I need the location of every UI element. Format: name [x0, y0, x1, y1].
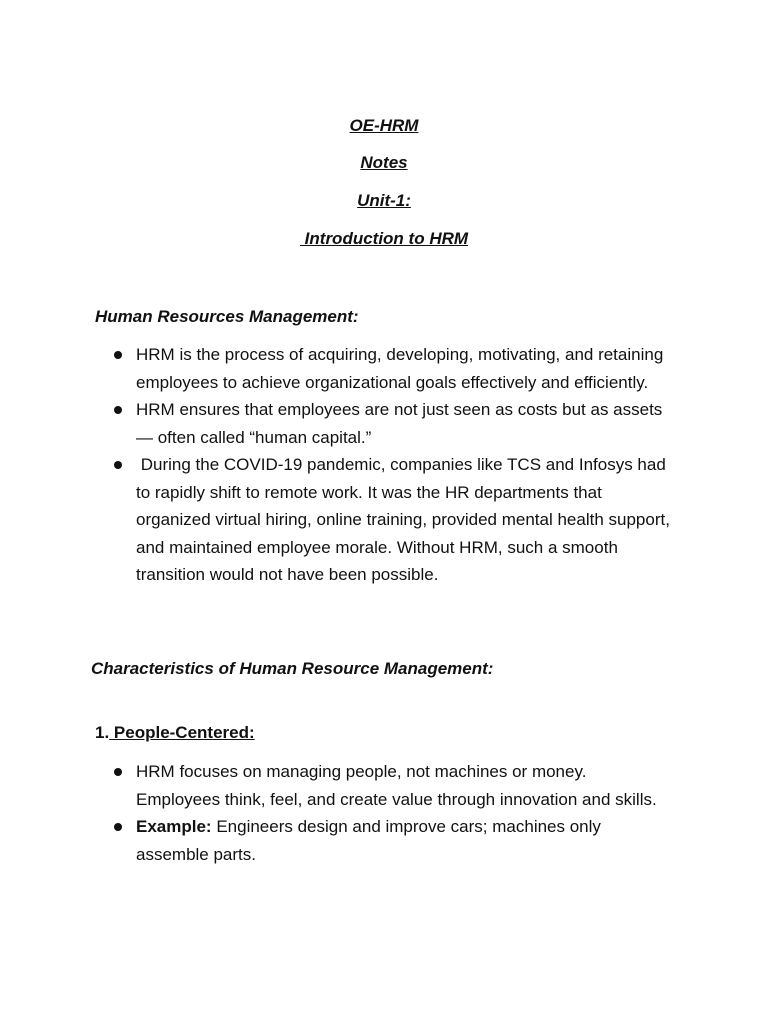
people-centered-bullet-list [111, 758, 671, 868]
list-item [111, 758, 671, 813]
subsection-heading-people-centered [95, 723, 255, 743]
subsection-number: 1. [95, 723, 110, 742]
unit-title: Unit-1: [357, 191, 411, 210]
doc-type-title: Notes [360, 153, 408, 172]
list-item [111, 813, 671, 868]
list-item-text: HRM focuses on managing people, not machines or money. Employees think, feel, and create value through innovation and skills. [136, 762, 657, 809]
bullet-icon [114, 823, 122, 831]
bullet-icon [114, 461, 122, 469]
example-label: Example: [136, 817, 212, 836]
course-title: OE-HRM [349, 116, 419, 135]
list-item [111, 396, 671, 451]
bullet-icon [114, 406, 122, 414]
list-item-text: HRM is the process of acquiring, developing, motivating, and retaining employees to achieve organizational goals effectively and efficiently. [136, 345, 664, 392]
section-heading-characteristics: Characteristics of Human Resource Management: [91, 659, 494, 678]
hrm-bullet-list [111, 341, 675, 589]
list-item-text: HRM ensures that employees are not just seen as costs but as assets — often called “human capital.” [136, 400, 663, 447]
bullet-icon [114, 768, 122, 776]
list-item-text [136, 813, 671, 868]
list-item-text: During the COVID-19 pandemic, companies like TCS and Infosys had to rapidly shift to remote work. It was the HR departments that organized virtual hiring, online training, provided mental health support, and maintained employee morale. Without HRM, such a smooth transition would not have been possible. [136, 455, 675, 584]
unit-subtitle: Introduction to HRM [299, 229, 469, 248]
section-heading-hrm: Human Resources Management: [95, 307, 359, 326]
list-item [111, 451, 675, 589]
list-item [111, 341, 671, 396]
bullet-icon [114, 351, 122, 359]
subsection-title: People-Centered: [109, 723, 255, 742]
example-text: Engineers design and improve cars; machines only assemble parts. [136, 817, 606, 864]
